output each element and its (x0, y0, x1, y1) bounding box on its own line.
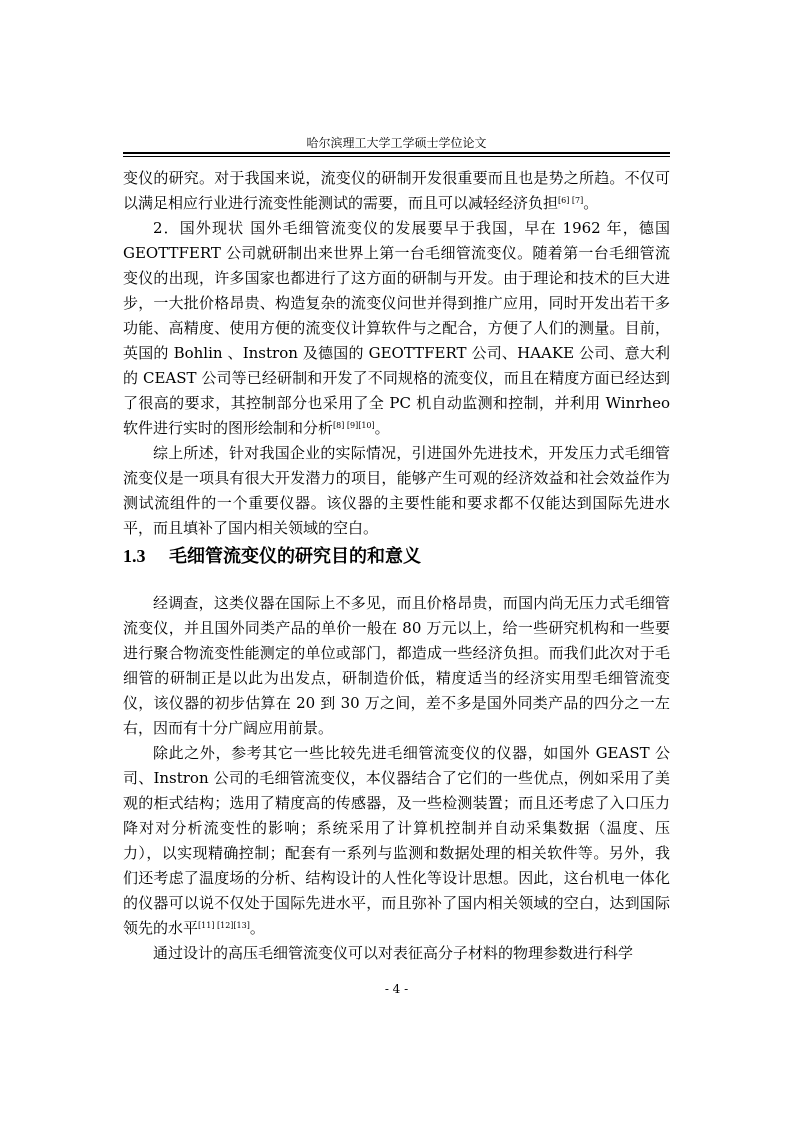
paragraph-text: 除此之外，参考其它一些比较先进毛细管流变仪的仪器，如国外 GEAST 公司、Instron 公司的毛细管流变仪，本仪器结合了它们的一些优点，例如采用了美观的柜式结构；选用了精度高的传感器，及一些检测装置；而且还考虑了入口压力降对对分析流变性的影响；系统采用了计算机控制并自动采集数据（温度、压力），以实现精确控制；配套有一系列与监测和数据处理的相关软件等。另外，我们还考虑了温度场的分析、结构设计的人性化等设计思想。因此，这台机电一体化的仪器可以说不仅处于国际先进水平，而且弥补了国内相关领域的空白，达到国际领先的水平 (123, 744, 670, 937)
section-title: 毛细管流变仪的研究目的和意义 (169, 546, 421, 567)
paragraph: 综上所述，针对我国企业的实际情况，引进国外先进技术，开发压力式毛细管流变仪是一项具有很大开发潜力的项目，能够产生可观的经济效益和社会效益作为测试流组件的一个重要仪器。该仪器的主要性能和要求都不仅能达到国际先进水平，而且填补了国内相关领域的空白。 (123, 444, 670, 537)
paragraph (123, 216, 670, 441)
header-rule-thick (123, 152, 670, 154)
paragraph-end: 。 (249, 919, 265, 937)
paragraph: 通过设计的高压毛细管流变仪可以对表征高分子材料的物理参数进行科学 (153, 944, 634, 962)
paragraph-end: 。 (374, 419, 390, 437)
paragraph: 经调查，这类仪器在国际上不多见，而且价格昂贵，而国内尚无压力式毛细管流变仪，并且国外同类产品的单价一般在 80 万元以上，给一些研究机构和一些要进行聚合物流变性能测定的单位或部门，都造成一些经济负担。而我们此次对于毛细管的研制正是以此为出发点，研制造价低，精度适当的经济实用型毛细管流变仪，该仪器的初步估算在 20 到 30 万之间，差不多是国外同类产品的四分之一左右，因而有十分广阔应用前景。 (123, 594, 670, 737)
citation: [11] [12][13] (198, 921, 250, 930)
paragraph-end: 。 (583, 194, 599, 212)
section-heading (123, 544, 670, 569)
paragraph (123, 741, 670, 941)
body-text-top (123, 166, 670, 541)
header-rule-thin (123, 156, 670, 157)
paragraph (123, 166, 670, 216)
body-text-bottom (123, 591, 670, 966)
paragraph-text: 2．国外现状 国外毛细管流变仪的发展要早于我国，早在 1962 年，德国 GEOTTFERT 公司就研制出来世界上第一台毛细管流变仪。随着第一台毛细管流变仪的出现，许多国家也都进行了这方面的研制与开发。由于理论和技术的巨大进步，一大批价格昂贵、构造复杂的流变仪问世并得到推广应用，同时开发出若干多功能、高精度、使用方便的流变仪计算软件与之配合，方便了人们的测量。目前，英国的 Bohlin 、Instron 及德国的 GEOTTFERT 公司、HAAKE 公司、意大利的 CEAST 公司等已经研制和开发了不同规格的流变仪，而且在精度方面已经达到了很高的要求，其控制部分也采用了全 PC 机自动监测和控制，并利用 Winrheo 软件进行实时的图形绘制和分析 (123, 219, 670, 437)
paragraph-text: 变仪的研究。对于我国来说，流变仪的研制开发很重要而且也是势之所趋。不仅可以满足相应行业进行流变性能测试的需要，而且可以减轻经济负担 (123, 169, 670, 212)
running-header: 哈尔滨理工大学工学硕士学位论文 (306, 136, 487, 150)
page-number: - 4 - (384, 982, 409, 996)
section-number: 1.3 (123, 546, 146, 566)
citation: [8] [9][10] (333, 421, 375, 430)
citation: [6] [7] (558, 196, 584, 205)
